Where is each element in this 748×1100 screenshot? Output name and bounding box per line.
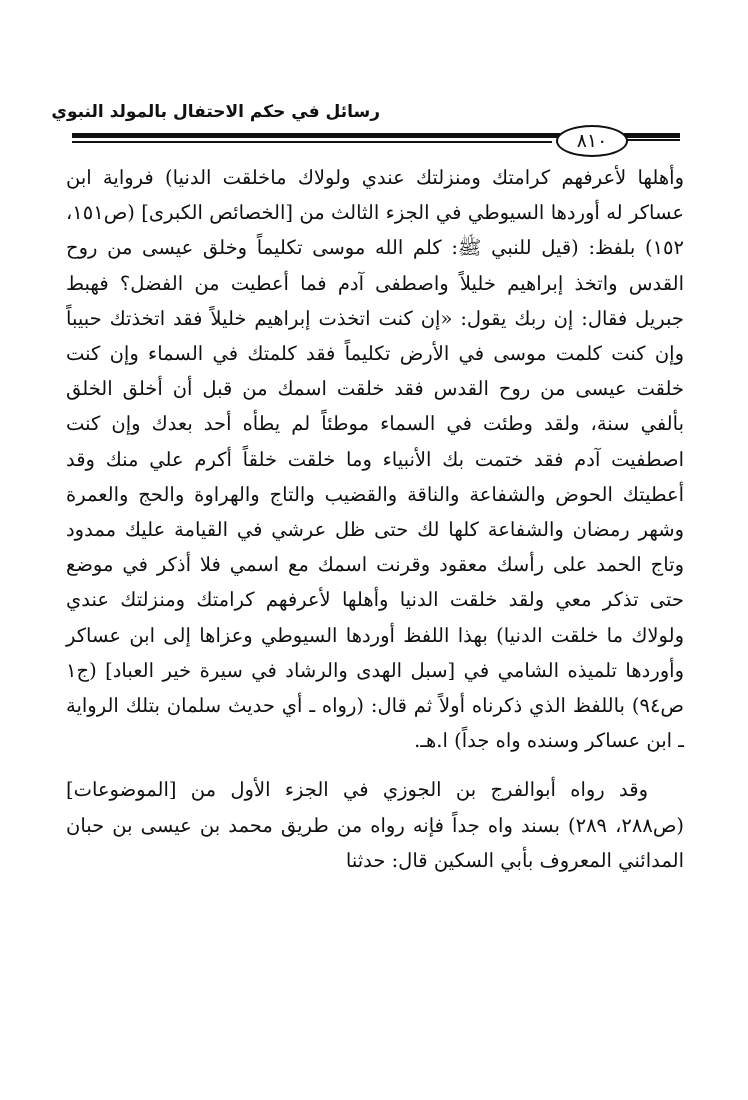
header-rule-right (626, 139, 680, 141)
body-text (66, 160, 684, 878)
page-number-badge: ٨١٠ (556, 125, 628, 157)
running-header-title: رسائل في حكم الاحتفال بالمولد النبوي (51, 102, 380, 122)
paragraph-2: وقد رواه أبوالفرج بن الجوزي في الجزء الأول من [الموضوعات] (ص٢٨٨، ٢٨٩) بسند واه جداً فإنه رواه من طريق محمد بن عيسى بن حبان المدائني المعروف بأبي السكين قال: حدثنا (66, 778, 684, 872)
paragraph-1: وأهلها لأعرفهم كرامتك ومنزلتك عندي ولولاك ماخلقت الدنيا) فرواية ابن عساكر له أوردها السيوطي في الجزء الثالث من [الخصائص الكبرى] (ص١٥١، ١٥٢) بلفظ: (قيل للنبي ﷺ: كلم الله موسى تكليماً وخلق عيسى من روح القدس واتخذ إبراهيم خليلاً واصطفى آدم فما أعطيت من الفضل؟ فهبط جبريل فقال: إن ربك يقول: «إن كنت اتخذت إبراهيم خليلاً فقد اتخذتك حبيباً وإن كنت كلمت موسى في الأرض تكليماً فقد كلمتك في السماء وإن كنت خلقت عيسى من روح القدس فقد خلقت اسمك من قبل أن أخلق الخلق بألفي سنة، ولقد وطئت في السماء موطئاً لم يطأه أحد بعدك وإن كنت اصطفيت آدم فقد ختمت بك الأنبياء وما خلقت خلقاً أكرم علي منك وقد أعطيتك الحوض والشفاعة والناقة والقضيب والتاج والهراوة والحج والعمرة وشهر رمضان والشفاعة كلها لك حتى ظل عرشي في القيامة عليك ممدود وتاج الحمد على رأسك معقود وقرنت اسمك مع اسمي فلا أذكر في موضع حتى تذكر معي ولقد خلقت الدنيا وأهلها لأعرفهم كرامتك ومنزلتك عندي ولولاك ما خلقت الدنيا) بهذا اللفظ أوردها السيوطي وعزاها إلى ابن عساكر وأوردها تلميذه الشامي في [سبل الهدى والرشاد في سيرة خير العباد] (ج١ ص٩٤) باللفظ الذي ذكرناه أولاً ثم قال: (رواه ـ أي حديث سلمان بتلك الرواية ـ ابن عساكر وسنده واه جداً) ا.هـ. (66, 166, 684, 753)
header-rule-thin (72, 141, 552, 143)
